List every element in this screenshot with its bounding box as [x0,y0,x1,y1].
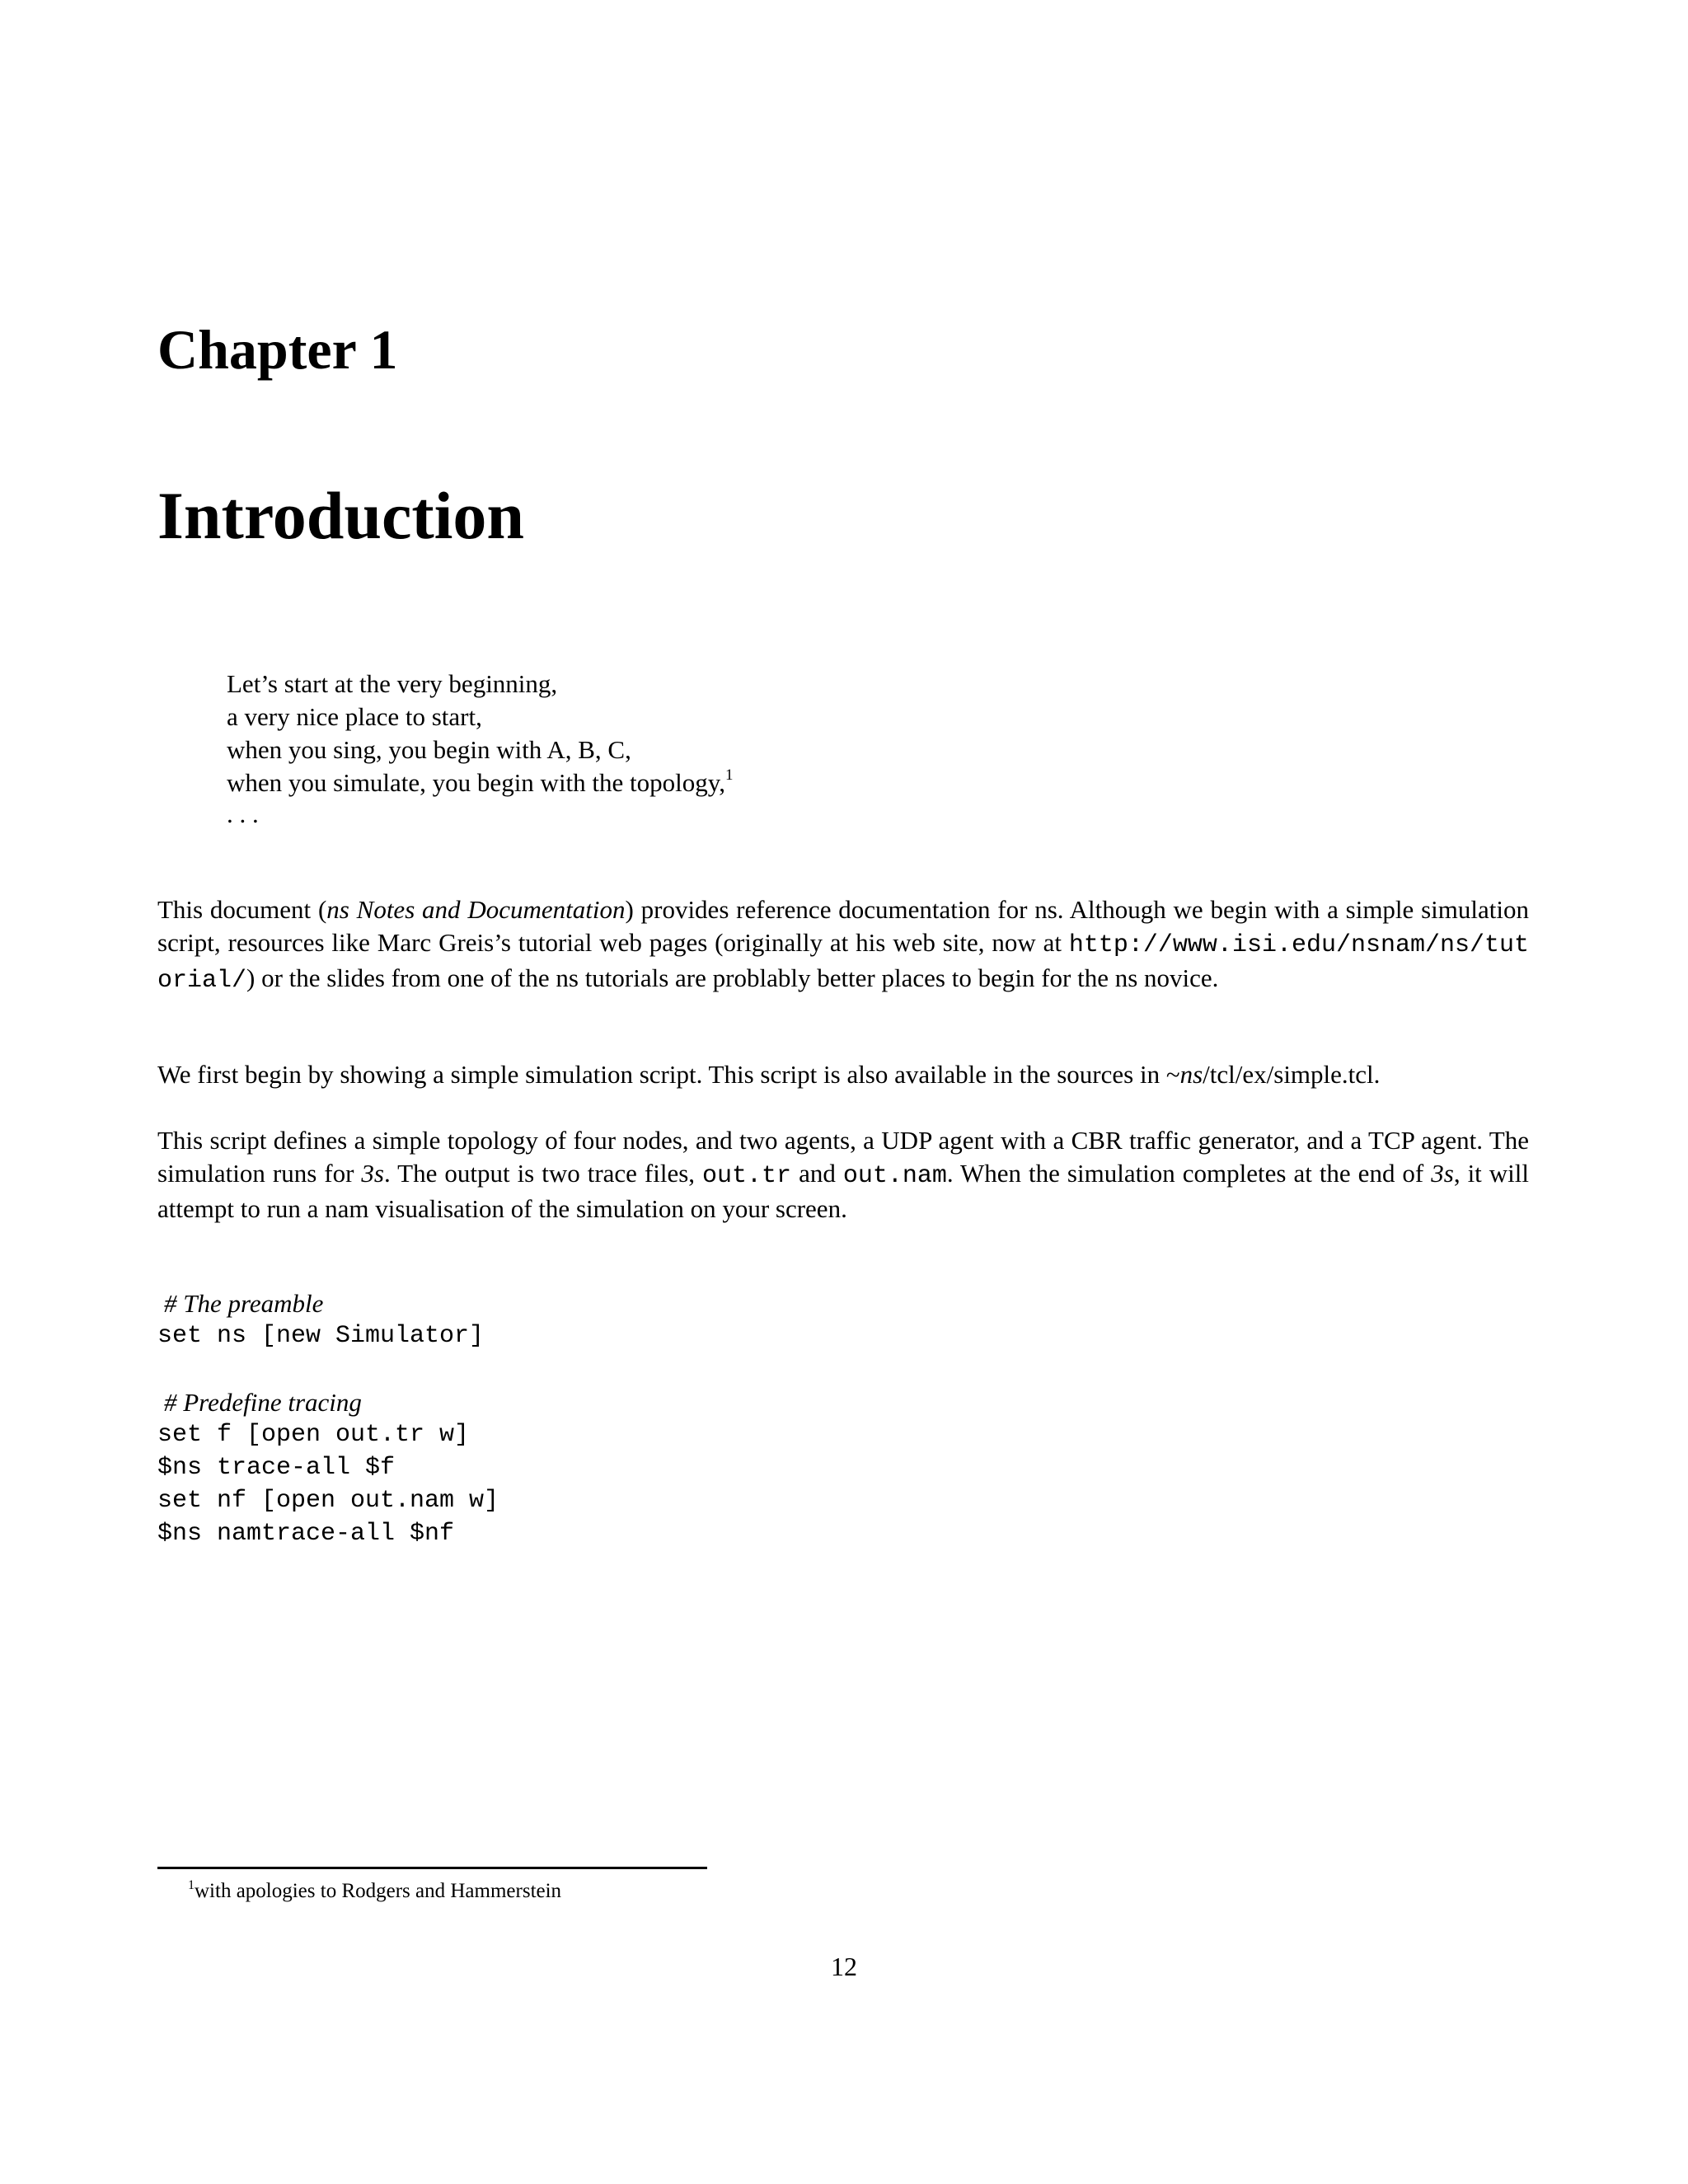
nam-file-name: out.nam [842,1162,947,1190]
p1-text-a: This document ( [157,895,327,924]
epigraph-line-2: a very nice place to start, [227,702,482,731]
epigraph-line-3: when you sing, you begin with A, B, C, [227,735,631,764]
footnote-reference-mark[interactable]: 1 [725,766,734,784]
p3-text-b: . The output is two trace files, [383,1159,703,1188]
code-comment-tracing: # Predefine tracing [164,1388,362,1417]
epigraph-ellipsis: . . . [227,799,259,828]
p2-text-b: /tcl/ex/simple.tcl. [1203,1060,1381,1089]
code-line-2: set f [open out.tr w] [157,1421,470,1449]
epigraph-line-4 [227,766,734,797]
duration-value: 3s [361,1159,384,1188]
footnote-text: with apologies to Rodgers and Hammerstein [195,1880,562,1902]
chapter-label: Chapter 1 [157,318,398,381]
chapter-title: Introduction [157,478,525,553]
p3-text-a: This script defines a simple topology of four nodes, and two agents, a UDP agent with a CBR traffic generator, and a TCP agent. The simulation runs for [157,1126,1529,1188]
intro-paragraph-1 [157,893,1529,997]
p3-text-d: , it will attempt to run a nam visualisation of the simulation on your screen. [157,1159,1530,1223]
intro-paragraph-3 [157,1124,1529,1226]
code-line-3: $ns trace-all $f [157,1454,396,1482]
code-line-4: set nf [open out.nam w] [157,1487,499,1515]
epigraph-line-4-text: when you simulate, you begin with the topology, [227,768,725,797]
trace-file-name: out.tr [702,1162,792,1190]
p3-text-and: and [791,1159,843,1188]
tutorial-url-link[interactable]: http://www.isi.edu/nsnam/ns/tutorial/ [157,931,1529,995]
epigraph-line-1: Let’s start at the very beginning, [227,669,558,698]
p1-text-b: ) provides reference documentation for ns. Although we begin with a simple simulation script, resources like Marc Greis’s tutorial web pages (originally at his web site, now at [157,895,1529,957]
footnote-divider [157,1867,707,1869]
ns-path-italic: ns [1179,1060,1203,1089]
p2-text-a: We first begin by showing a simple simulation script. This script is also available in the sources in ~ [157,1060,1180,1089]
document-title: ns Notes and Documentation [326,895,626,924]
intro-paragraph-2 [157,1058,1529,1091]
p3-text-c: . When the simulation completes at the end of [946,1159,1432,1188]
code-line-1: set ns [new Simulator] [157,1322,485,1350]
p1-text-c: ) or the slides from one of the ns tutorials are problably better places to begin for the ns novice. [246,963,1219,992]
footnote [188,1878,562,1902]
code-comment-preamble: # The preamble [164,1289,324,1318]
page-number: 12 [831,1952,857,1981]
code-line-5: $ns namtrace-all $nf [157,1520,455,1548]
footnote-mark: 1 [188,1878,195,1892]
duration-value-2: 3s [1431,1159,1454,1188]
